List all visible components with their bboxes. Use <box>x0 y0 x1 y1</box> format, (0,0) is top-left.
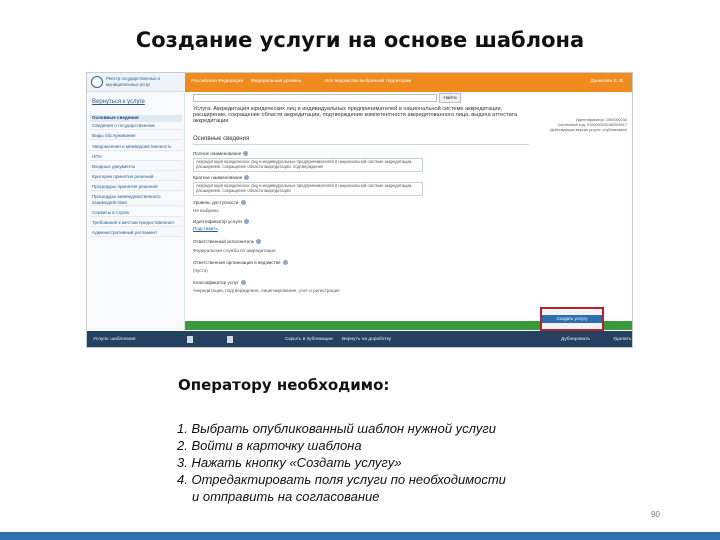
help-icon[interactable] <box>283 260 288 265</box>
slide-title: Создание услуги на основе шаблона <box>135 28 585 52</box>
document-icon[interactable] <box>187 336 193 343</box>
create-service-highlight <box>540 307 604 331</box>
version-status: Действующая версия услуги: опубликовано <box>550 128 627 132</box>
nav-link-level[interactable]: Федеральный уровень <box>251 79 302 84</box>
sidebar <box>87 92 185 331</box>
search-input[interactable] <box>193 94 437 102</box>
step-2: 2. Войти в карточку шаблона <box>177 438 362 453</box>
field-label-responsible-org: Ответственная организация в ведомстве <box>193 260 288 265</box>
sidebar-item-criteria[interactable]: Критерии принятия решений <box>90 174 182 181</box>
sidebar-item-requirements[interactable]: Требования к местам предоставления <box>90 220 182 227</box>
user-name[interactable]: Данилова Е. В. <box>590 79 624 84</box>
field-label-classifier: Классификатор услуг <box>193 280 246 285</box>
document-icon[interactable] <box>227 336 233 343</box>
field-label-availability: Уровень доступности <box>193 200 246 205</box>
sidebar-item-services[interactable]: Сервисы в строю <box>90 210 182 217</box>
insert-link[interactable]: Подставить <box>193 226 218 231</box>
sidebar-item-input-docs[interactable]: Входные документы <box>90 164 182 171</box>
sidebar-item-interagency[interactable]: Процедуры межведомственного взаимодействия <box>90 194 182 206</box>
registry-logo-icon[interactable] <box>91 76 103 88</box>
sidebar-item-regulation[interactable]: Административный регламент <box>90 230 182 237</box>
step-4: 4. Отредактировать поля услуги по необходимости <box>177 472 506 487</box>
sidebar-item-notifications[interactable]: Уведомления и межведомственность <box>90 144 182 151</box>
help-icon[interactable] <box>244 175 249 180</box>
field-label-executor: Ответственный исполнитель <box>193 239 261 244</box>
section-title: Основные сведения <box>193 136 529 145</box>
return-for-revision-button[interactable]: Вернуть на доработку <box>342 337 392 342</box>
help-icon[interactable] <box>241 200 246 205</box>
page-number: 90 <box>651 510 660 519</box>
delete-button[interactable]: Удалить <box>613 337 632 342</box>
search-button[interactable]: Найти <box>439 93 461 103</box>
service-id: Идентификатор: 1000000234 <box>575 118 627 122</box>
classifier-value[interactable]: Аккредитация, подтверждение, лицензирование, учет и регистрация <box>193 288 340 293</box>
step-4-continuation: и отправить на согласование <box>192 489 380 504</box>
step-3: 3. Нажать кнопку «Создать услугу» <box>177 455 402 470</box>
hide-publication-button[interactable]: Скрыть в публикации <box>285 337 333 342</box>
field-label-full-name: Полное наименование <box>193 151 248 156</box>
system-code: Системный код: 0100000000165328917 <box>557 123 627 127</box>
create-service-button[interactable]: Создать услугу <box>542 315 602 323</box>
responsible-org-value: (пусто) <box>193 268 208 273</box>
sidebar-item-service-types[interactable]: Виды обслуживания <box>90 133 182 140</box>
executor-value: Федеральная служба по аккредитации <box>193 248 276 253</box>
logo-text: Реестр государственных и муниципальных услуг <box>106 76 160 87</box>
main-content <box>185 92 633 331</box>
sidebar-item-procedures[interactable]: Процедуры принятия решений <box>90 184 182 191</box>
step-1: 1. Выбрать опубликованный шаблон нужной услуги <box>177 421 496 436</box>
help-icon[interactable] <box>243 151 248 156</box>
top-nav-bar <box>185 73 633 92</box>
back-to-service-link[interactable]: Вернуться к услуге <box>92 99 145 105</box>
duplicate-button[interactable]: Дублировать <box>561 337 590 342</box>
nav-link-departments[interactable]: Все ведомства выбранной территории <box>325 79 412 84</box>
help-icon[interactable] <box>256 239 261 244</box>
sidebar-item-main-info[interactable]: Основные сведения <box>90 115 182 122</box>
field-label-service-id: Идентификатор услуги <box>193 219 249 224</box>
footer-bar <box>0 532 720 540</box>
bottom-action-bar <box>87 331 632 348</box>
sidebar-item-state-info[interactable]: Сведения о государственном <box>90 123 182 130</box>
field-label-short-name: Краткое наименование <box>193 175 249 180</box>
help-icon[interactable] <box>244 219 249 224</box>
service-kind-label: Услуга: шаблонная <box>93 337 136 342</box>
nav-link-federation[interactable]: Российская Федерация <box>191 79 244 84</box>
sidebar-item-npa[interactable]: НПА <box>90 154 182 161</box>
service-identifiers <box>535 118 627 133</box>
full-name-field[interactable]: Аккредитация юридических лиц и индивидуальных предпринимателей в национальной системе аккредитации, расширение, сокращение области аккредитации, подтверждение <box>193 158 423 172</box>
availability-value[interactable]: Не выбрано <box>193 208 219 213</box>
short-name-field[interactable]: Аккредитация юридических лиц и индивидуальных предпринимателей в национальной системе аккредитации, расширение, сокращение области аккредитации <box>193 182 423 196</box>
help-icon[interactable] <box>241 280 246 285</box>
instructions-heading: Оператору необходимо: <box>178 376 390 394</box>
service-title: Услуга: Аккредитация юридических лиц и индивидуальных предпринимателей в национальной системе аккредитации, расширение, сокращение области аккредитации, подтверждение компетентности аккредитованного лица, выдача аттестата аккредитации <box>193 106 518 124</box>
instruction-steps <box>177 420 506 505</box>
